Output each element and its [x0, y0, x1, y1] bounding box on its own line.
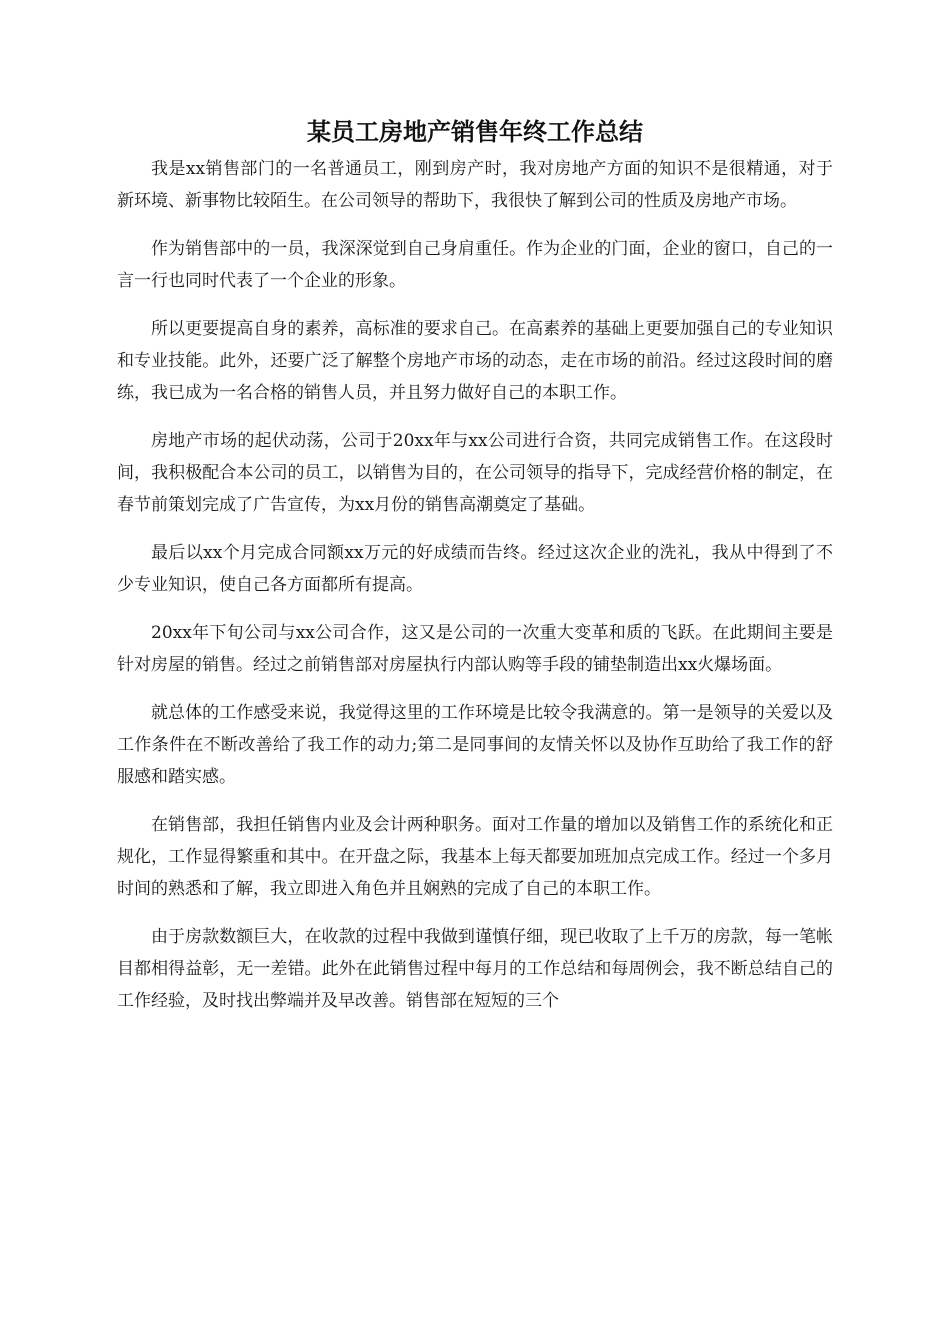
paragraph-6: 20xx年下旬公司与xx公司合作，这又是公司的一次重大变革和质的飞跃。在此期间主要是针对房屋的销售。经过之前销售部对房屋执行内部认购等手段的铺垫制造出xx火爆场面。 — [117, 623, 833, 675]
document-title: 某员工房地产销售年终工作总结 — [307, 117, 643, 146]
paragraph-4: 房地产市场的起伏动荡，公司于20xx年与xx公司进行合资，共同完成销售工作。在这段时间，我积极配合本公司的员工，以销售为目的，在公司领导的指导下，完成经营价格的制定，在春节前策划完成了广告宣传，为xx月份的销售高潮奠定了基础。 — [117, 431, 833, 515]
paragraph-8: 在销售部，我担任销售内业及会计两种职务。面对工作量的增加以及销售工作的系统化和正规化，工作显得繁重和其中。在开盘之际，我基本上每天都要加班加点完成工作。经过一个多月时间的熟悉和了解，我立即进入角色并且娴熟的完成了自己的本职工作。 — [117, 815, 833, 899]
paragraph-7: 就总体的工作感受来说，我觉得这里的工作环境是比较令我满意的。第一是领导的关爱以及工作条件在不断改善给了我工作的动力;第二是同事间的友情关怀以及协作互助给了我工作的舒服感和踏实感。 — [117, 703, 833, 787]
document-body — [117, 153, 833, 1033]
paragraph-9: 由于房款数额巨大，在收款的过程中我做到谨慎仔细，现已收取了上千万的房款，每一笔帐目都相得益彰，无一差错。此外在此销售过程中每月的工作总结和每周例会，我不断总结自己的工作经验，及时找出弊端并及早改善。销售部在短短的三个 — [117, 927, 833, 1011]
paragraph-5: 最后以xx个月完成合同额xx万元的好成绩而告终。经过这次企业的洗礼，我从中得到了不少专业知识，使自己各方面都所有提高。 — [117, 543, 833, 595]
paragraph-3: 所以更要提高自身的素养，高标准的要求自己。在高素养的基础上更要加强自己的专业知识和专业技能。此外，还要广泛了解整个房地产市场的动态，走在市场的前沿。经过这段时间的磨练，我已成为一名合格的销售人员，并且努力做好自己的本职工作。 — [117, 319, 833, 403]
paragraph-1: 我是xx销售部门的一名普通员工，刚到房产时，我对房地产方面的知识不是很精通，对于新环境、新事物比较陌生。在公司领导的帮助下，我很快了解到公司的性质及房地产市场。 — [117, 159, 833, 211]
paragraph-2: 作为销售部中的一员，我深深觉到自己身肩重任。作为企业的门面，企业的窗口，自己的一言一行也同时代表了一个企业的形象。 — [117, 239, 833, 291]
